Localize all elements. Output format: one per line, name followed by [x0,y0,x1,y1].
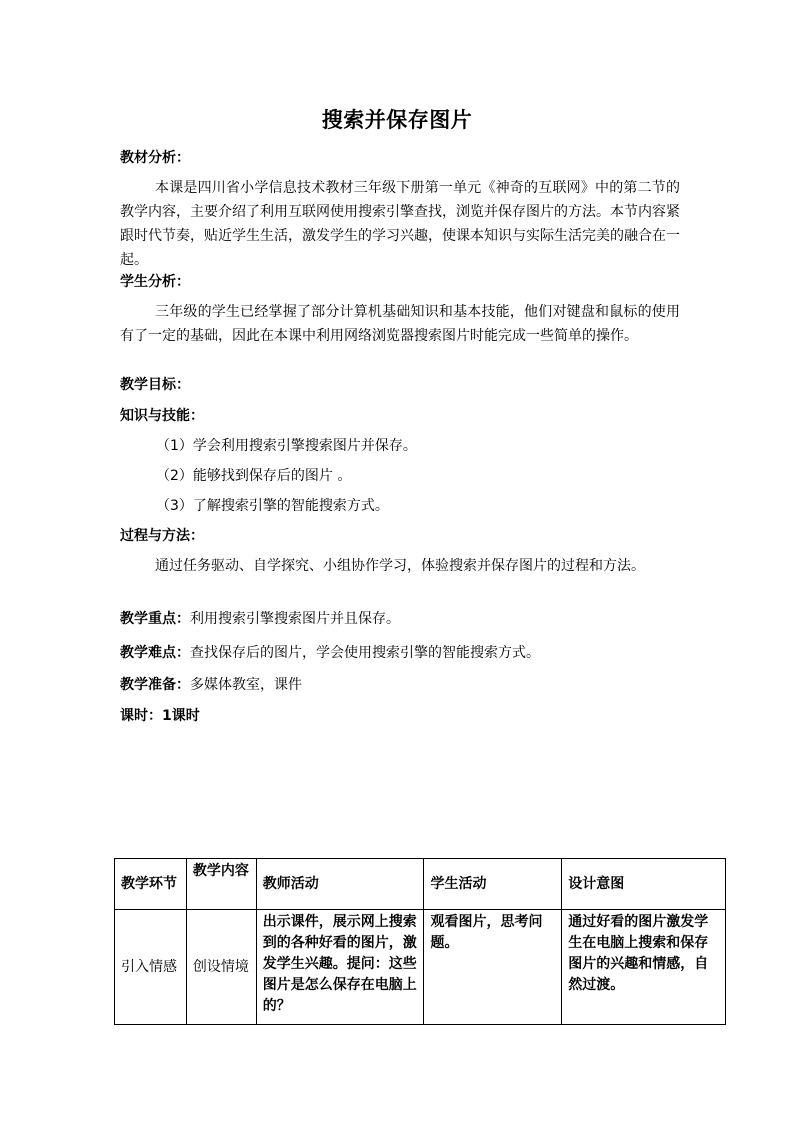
duration-line [120,704,680,728]
process-methods-body: 通过任务驱动、自学探究、小组协作学习，体验搜索并保存图片的过程和方法。 [155,558,645,574]
lesson-plan-table [114,858,726,1025]
cell-content: 创设情境 [186,910,256,1025]
preparation-text: 多媒体教室，课件 [190,677,302,693]
header-intent: 设计意图 [562,859,726,910]
goal-item-1: （1）学会利用搜索引擎搜索图片并保存。 [156,438,417,454]
teaching-goals-section [120,373,680,578]
table-row [115,910,726,1025]
header-student: 学生活动 [424,859,562,910]
difficulty-text: 查找保存后的图片，学会使用搜索引擎的智能搜索方式。 [190,645,540,661]
table-header-row [115,859,726,910]
student-analysis-heading: 学生分析： [120,274,190,290]
difficulty-label: 教学难点： [120,645,190,661]
goal-item-3: （3）了解搜索引擎的智能搜索方式。 [156,498,389,514]
material-analysis-heading: 教材分析： [120,150,190,166]
header-teacher: 教师活动 [256,859,424,910]
material-analysis-section [120,146,680,272]
goal-item-2: （2）能够找到保存后的图片 。 [156,468,352,484]
header-content: 教学内容 [186,859,256,910]
cell-stage: 引入情感 [115,910,187,1025]
key-point-line [120,607,680,631]
preparation-line [120,673,680,697]
student-analysis-body: 三年级的学生已经掌握了部分计算机基础知识和基本技能，他们对键盘和鼠标的使用有了一定的基础，因此在本课中利用网络浏览器搜索图片时能完成一些简单的操作。 [120,304,680,344]
duration-label: 课时： [120,708,162,724]
cell-teacher: 出示课件，展示网上搜索到的各种好看的图片，激发学生兴趣。提问：这些图片是怎么保存在电脑上的？ [256,910,424,1025]
key-point-text: 利用搜索引擎搜索图片并且保存。 [190,611,400,627]
header-stage: 教学环节 [115,859,187,910]
cell-student: 观看图片，思考问题。 [424,910,562,1025]
knowledge-skills-heading: 知识与技能： [120,408,204,424]
document-title: 搜索并保存图片 [321,107,473,132]
cell-intent: 通过好看的图片激发学生在电脑上搜索和保存图片的兴趣和情感，自然过渡。 [562,910,726,1025]
difficulty-line [120,641,680,665]
student-analysis-section [120,270,680,348]
preparation-label: 教学准备： [120,677,190,693]
process-methods-heading: 过程与方法： [120,528,204,544]
material-analysis-body: 本课是四川省小学信息技术教材三年级下册第一单元《神奇的互联网》中的第二节的教学内容，主要介绍了利用互联网使用搜索引擎查找，浏览并保存图片的方法。本节内容紧跟时代节奏，贴近学生生活，激发学生的学习兴趣，使课本知识与实际生活完美的融合在一起。 [120,180,680,268]
key-point-label: 教学重点： [120,611,190,627]
teaching-goals-heading: 教学目标： [120,377,190,393]
duration-text: 1课时 [162,708,200,724]
